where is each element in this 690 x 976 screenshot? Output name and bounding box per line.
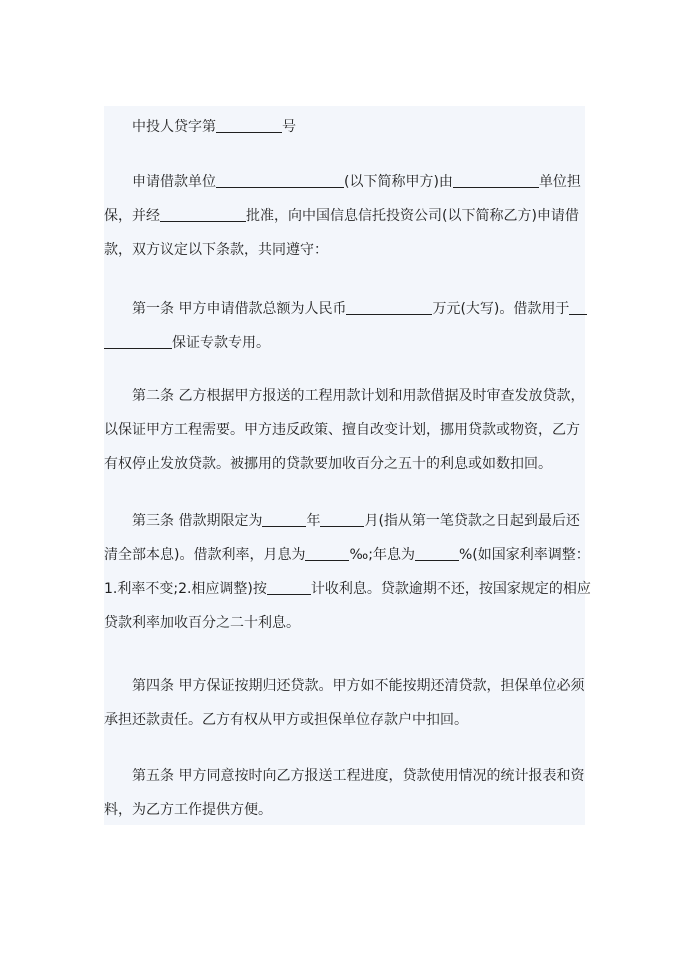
- text-segment: 月(指从第一笔贷款之日起到最后还: [364, 513, 580, 529]
- fill-in-blank[interactable]: [216, 173, 344, 188]
- fill-in-blank[interactable]: [160, 207, 246, 222]
- text-segment: 保证专款专用。: [172, 335, 270, 351]
- text-segment: 第五条 甲方同意按时向乙方报送工程进度，贷款使用情况的统计报表和资: [132, 768, 585, 784]
- fill-in-blank[interactable]: [267, 580, 311, 595]
- text-segment: ‰;年息为: [349, 547, 415, 563]
- text-line: [104, 233, 585, 267]
- text-line: [104, 759, 585, 793]
- paragraph-article-4: [104, 669, 585, 737]
- text-segment: 承担还款责任。乙方有权从甲方或担保单位存款户中扣回。: [104, 712, 468, 728]
- fill-in-blank[interactable]: [346, 300, 432, 315]
- fill-in-blank[interactable]: [320, 512, 364, 527]
- contract-text-block: [104, 106, 591, 825]
- text-segment: 料，为乙方工作提供方便。: [104, 802, 272, 818]
- paragraph-article-3: [104, 504, 591, 640]
- text-line: [104, 504, 585, 538]
- text-line: [104, 703, 585, 737]
- text-segment: 保，并经: [104, 208, 160, 224]
- text-line: [104, 572, 591, 606]
- text-line: [104, 606, 585, 640]
- text-segment: (以下简称甲方)由: [344, 174, 453, 190]
- fill-in-blank[interactable]: [262, 512, 306, 527]
- text-segment: 第一条 甲方申请借款总额为人民币: [132, 301, 347, 317]
- text-line: [104, 413, 585, 447]
- paragraph-article-1: [104, 292, 585, 360]
- fill-in-blank[interactable]: [415, 546, 459, 561]
- text-segment: 万元(大写)。借款用于: [432, 301, 570, 317]
- text-segment: 号: [282, 119, 296, 135]
- fill-in-blank[interactable]: [216, 118, 282, 133]
- paragraph-contract-number: [104, 110, 585, 144]
- fill-in-blank[interactable]: [104, 334, 172, 349]
- text-line: [104, 538, 590, 572]
- text-line: [104, 669, 585, 703]
- text-line: [104, 793, 585, 827]
- text-line: [104, 165, 585, 199]
- paragraph-article-2: [104, 379, 585, 481]
- text-line: [104, 326, 585, 360]
- fill-in-blank[interactable]: [453, 173, 539, 188]
- text-segment: 第三条 借款期限定为: [132, 513, 263, 529]
- text-segment: 清全部本息)。借款利率，月息为: [104, 547, 306, 563]
- text-segment: 款，双方议定以下条款，共同遵守：: [104, 242, 328, 258]
- text-segment: 年: [306, 513, 321, 529]
- text-segment: 单位担: [538, 174, 581, 190]
- paragraph-article-5: [104, 759, 585, 827]
- text-line: [104, 199, 585, 233]
- text-segment: 申请借款单位: [132, 174, 216, 190]
- text-segment: %(如国家利率调整：: [458, 547, 590, 563]
- text-line: [104, 292, 585, 326]
- text-segment: 贷款利率加收百分之二十利息。: [104, 615, 300, 631]
- text-segment: 有权停止发放贷款。被挪用的贷款要加收百分之五十的利息或如数扣回。: [104, 456, 552, 472]
- paragraph-preamble: [104, 165, 585, 267]
- fill-in-blank[interactable]: [569, 300, 587, 315]
- text-segment: 计收利息。贷款逾期不还，按国家规定的相应: [310, 581, 591, 597]
- text-segment: 第四条 甲方保证按期归还贷款。甲方如不能按期还清贷款，担保单位必须: [132, 678, 585, 694]
- text-segment: 中投人贷字第: [132, 119, 216, 135]
- text-segment: 1.利率不变;2.相应调整)按: [104, 581, 267, 597]
- text-line: [104, 379, 585, 413]
- text-segment: 第二条 乙方根据甲方报送的工程用款计划和用款借据及时审查发放贷款，: [132, 388, 585, 404]
- text-line: [104, 110, 585, 144]
- text-segment: 批准，向中国信息信托投资公司(以下简称乙方)申请借: [246, 208, 579, 224]
- text-segment: 以保证甲方工程需要。甲方违反政策、擅自改变计划，挪用贷款或物资，乙方: [104, 422, 580, 438]
- fill-in-blank[interactable]: [305, 546, 349, 561]
- text-line: [104, 447, 585, 481]
